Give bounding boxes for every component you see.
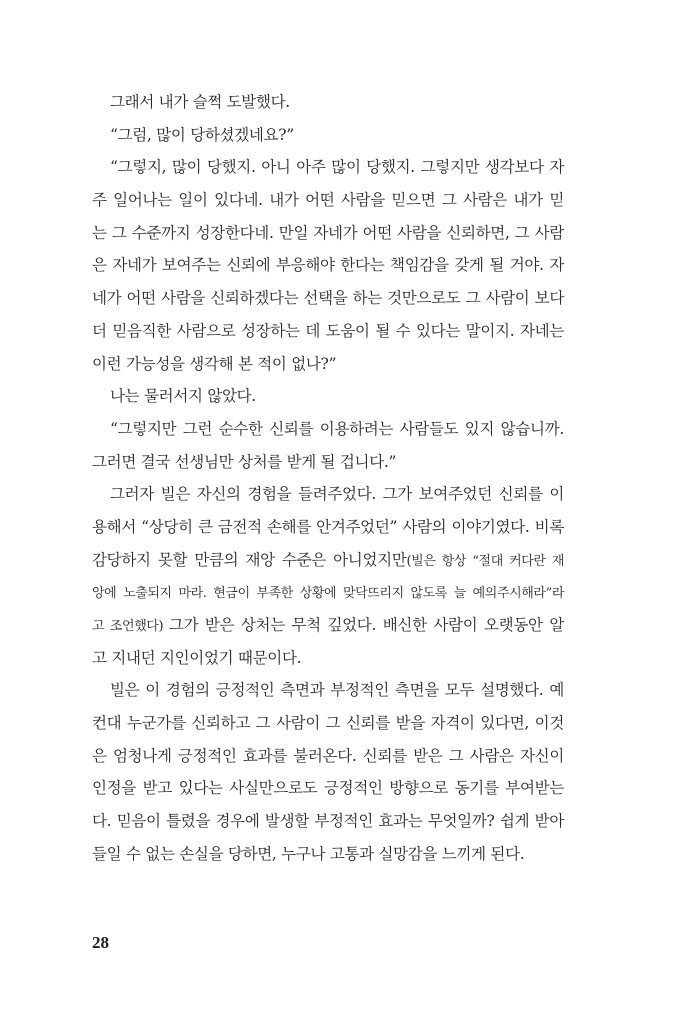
text-line: 빌은 이 경험의 긍정적인 측면과 부정적인 측면을 모두 설명했다. 예	[110, 681, 564, 700]
text-line: 네가 어떤 사람을 신뢰하겠다는 선택을 하는 것만으로도 그 사람이 보다	[92, 289, 564, 308]
text-line: 는 그 수준까지 성장한다네. 만일 자네가 어떤 사람을 신뢰하면, 그 사람	[92, 223, 564, 242]
parenthetical-text: 고 조언했다)	[92, 619, 169, 634]
text-line: 이런 가능성을 생각해 본 적이 없나?”	[92, 354, 337, 373]
text-line: 다. 믿음이 틀렸을 경우에 발생할 부정적인 효과는 무엇일까? 쉽게 받아	[92, 812, 564, 831]
text-line	[92, 576, 564, 609]
parenthetical-text: 앙에 노출되지 마라. 현금이 부족한 상황에 맞닥뜨리지 않도록 늘 예의주시해라”라	[92, 586, 564, 602]
parenthetical-text: (빌은 항상 “절대 커다란 재	[406, 553, 564, 569]
text-line: 은 자네가 보여주는 신뢰에 부응해야 한다는 책임감을 갖게 될 거야. 자	[92, 256, 564, 275]
text-line: 더 믿음직한 사람으로 성장하는 데 도움이 될 수 있다는 말이지. 자네는	[92, 321, 564, 340]
text-line: “그렇지, 많이 당했지. 아니 아주 많이 당했지. 그렇지만 생각보다 자	[110, 158, 564, 177]
text-segment: 그가 받은 상처는 무척 깊었다. 배신한 사람이 오랫동안 알	[168, 616, 564, 634]
text-line: 컨대 누군가를 신뢰하고 그 사람이 그 신뢰를 받을 자격이 있다면, 이것	[92, 714, 564, 733]
text-line: 주 일어나는 일이 있다네. 내가 어떤 사람을 믿으면 그 사람은 내가 믿	[92, 191, 564, 210]
body-text	[92, 86, 564, 871]
text-line	[92, 609, 564, 642]
text-line	[92, 544, 564, 577]
text-line: 인정을 받고 있다는 사실만으로도 긍정적인 방향으로 동기를 부여받는	[92, 779, 564, 798]
text-line: 그러면 결국 선생님만 상처를 받게 될 겁니다.”	[92, 452, 397, 471]
text-line: 고 지내던 지인이었기 때문이다.	[92, 648, 302, 667]
text-line: 은 엄청나게 긍정적인 효과를 불러온다. 신뢰를 받은 그 사람은 자신이	[92, 746, 564, 765]
page-number: 28	[92, 933, 109, 952]
text-line: 그래서 내가 슬쩍 도발했다.	[110, 93, 290, 111]
text-segment: 감당하지 못할 만큼의 재앙 수준은 아니었지만	[92, 550, 407, 569]
text-line: 용해서 “상당히 큰 금전적 손해를 안겨주었던” 사람의 이야기였다. 비록	[92, 517, 564, 536]
text-line: “그럼, 많이 당하셨겠네요?”	[110, 125, 294, 144]
text-line: 그러자 빌은 자신의 경험을 들려주었다. 그가 보여주었던 신뢰를 이	[110, 485, 564, 504]
text-line: 나는 물러서지 않았다.	[110, 387, 256, 406]
text-line: 들일 수 없는 손실을 당하면, 누구나 고통과 실망감을 느끼게 된다.	[92, 844, 525, 863]
text-line: “그렇지만 그런 순수한 신뢰를 이용하려는 사람들도 있지 않습니까.	[110, 419, 564, 438]
